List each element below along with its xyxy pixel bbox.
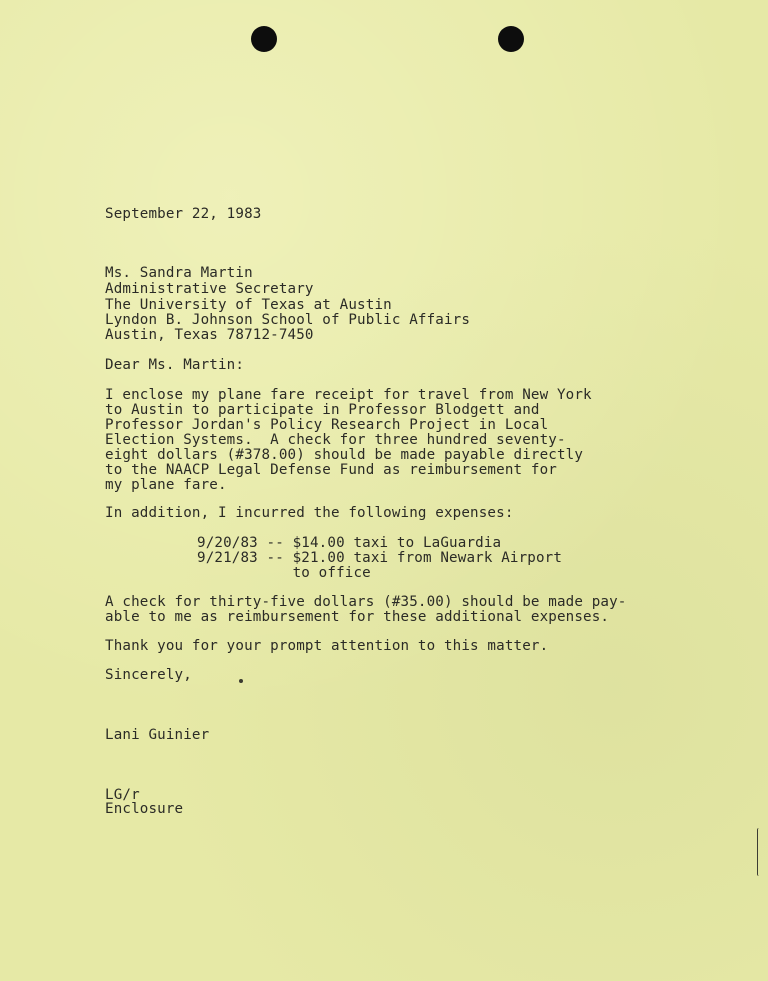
expense-line: 9/20/83 -- $14.00 taxi to LaGuardia	[197, 535, 502, 551]
paragraph1-line: Election Systems. A check for three hundred seventy-	[105, 432, 566, 448]
closing: Sincerely,	[105, 667, 192, 683]
recipient-city-line: Austin, Texas 78712-7450	[105, 327, 314, 343]
signer-name: Lani Guinier	[105, 727, 210, 743]
paragraph1-line: eight dollars (#378.00) should be made payable directly	[105, 447, 584, 463]
paragraph3-line: A check for thirty-five dollars (#35.00) should be made pay-	[105, 594, 627, 610]
letter-date: September 22, 1983	[105, 206, 262, 222]
paragraph1-line: Professor Jordan's Policy Research Project in Local	[105, 417, 549, 433]
expense-line: 9/21/83 -- $21.00 taxi from Newark Airport	[197, 550, 563, 566]
edge-mark	[757, 828, 761, 876]
paragraph2: In addition, I incurred the following expenses:	[105, 505, 514, 521]
paragraph1-line: I enclose my plane fare receipt for travel from New York	[105, 387, 592, 403]
ink-speck	[239, 679, 243, 683]
enclosure-notation: Enclosure	[105, 801, 184, 817]
recipient-institution: The University of Texas at Austin	[105, 297, 392, 313]
paragraph1-line: to the NAACP Legal Defense Fund as reimbursement for	[105, 462, 557, 478]
salutation: Dear Ms. Martin:	[105, 357, 245, 373]
typist-initials: LG/r	[105, 787, 140, 803]
paragraph4: Thank you for your prompt attention to this matter.	[105, 638, 549, 654]
paragraph3-line: able to me as reimbursement for these additional expenses.	[105, 609, 610, 625]
paragraph1-line: to Austin to participate in Professor Blodgett and	[105, 402, 540, 418]
recipient-school: Lyndon B. Johnson School of Public Affairs	[105, 312, 471, 328]
paragraph1-line: my plane fare.	[105, 477, 227, 493]
recipient-title: Administrative Secretary	[105, 281, 314, 297]
punch-hole-left	[251, 26, 277, 52]
punch-hole-right	[498, 26, 524, 52]
expense-line: to office	[197, 565, 371, 581]
recipient-name: Ms. Sandra Martin	[105, 265, 253, 281]
